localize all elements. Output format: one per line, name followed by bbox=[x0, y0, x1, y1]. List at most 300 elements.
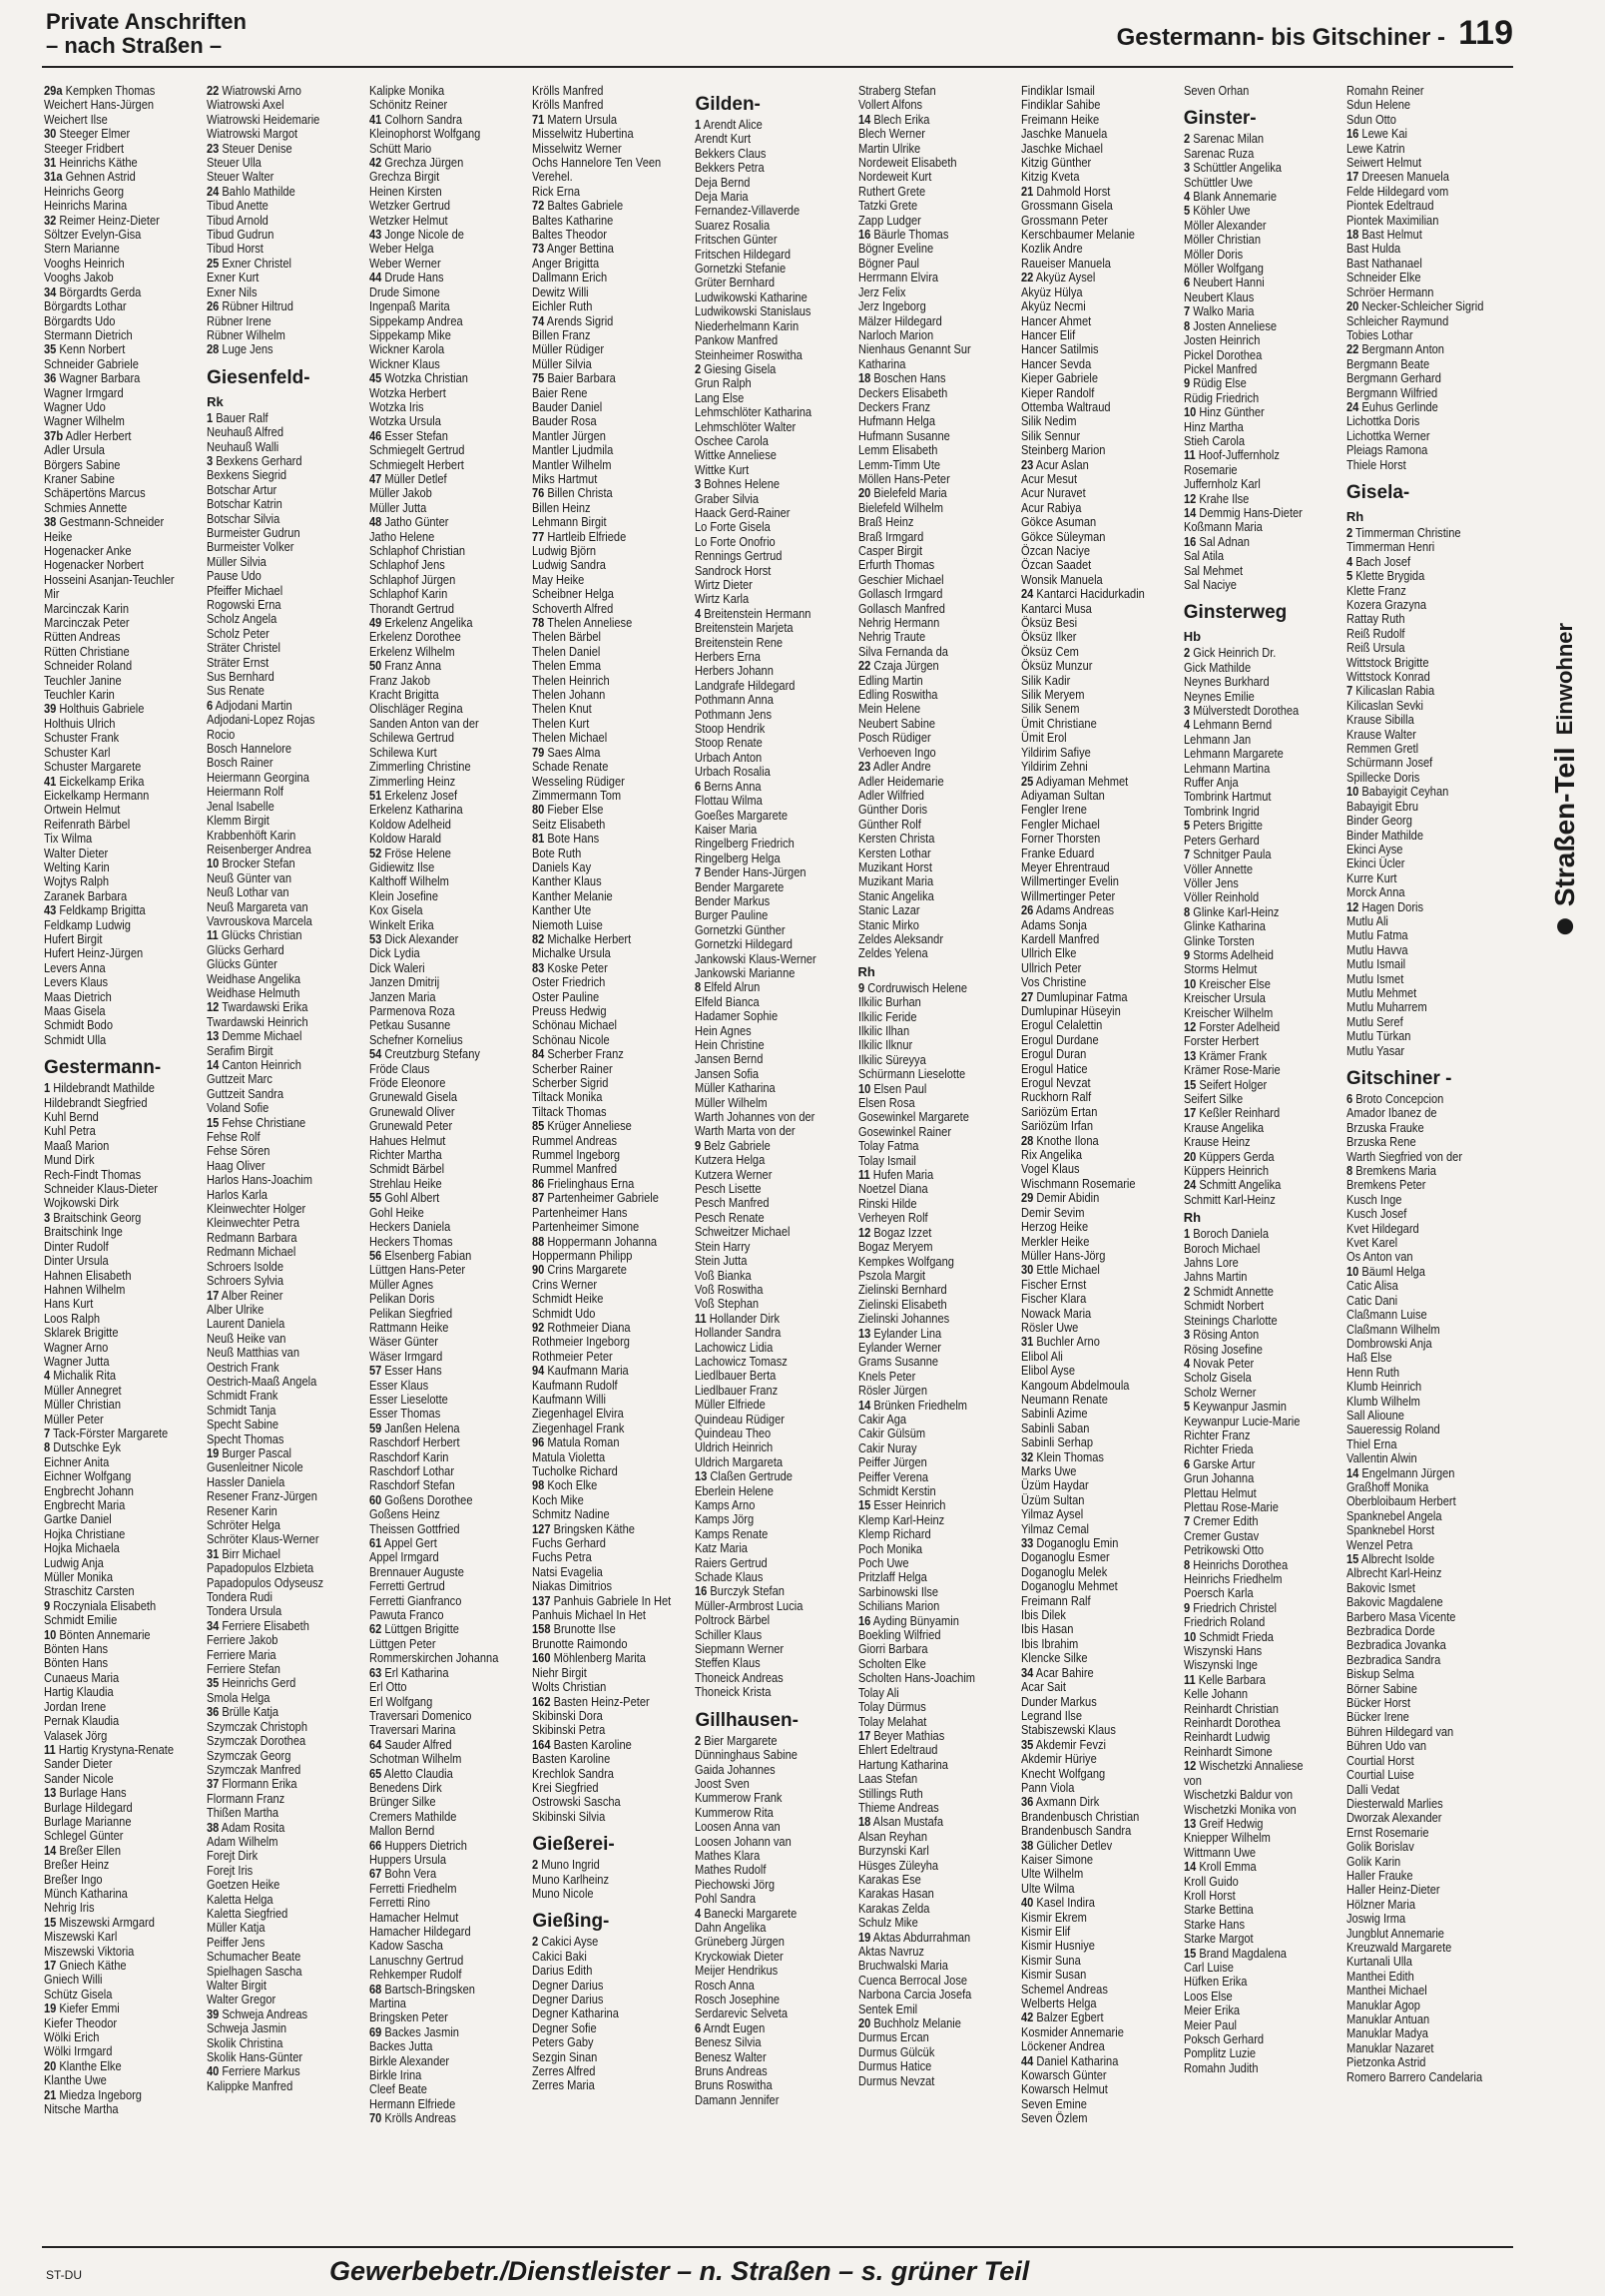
resident-entry bbox=[44, 731, 198, 745]
resident-entry bbox=[1184, 1529, 1338, 1543]
house-number: 85 bbox=[532, 1119, 545, 1134]
resident-entry bbox=[44, 1081, 198, 1095]
resident-name: Hancer Sevda bbox=[1020, 356, 1091, 371]
house-number: 19 bbox=[44, 2002, 57, 2016]
resident-entry bbox=[44, 1714, 198, 1728]
resident-entry bbox=[207, 1202, 360, 1216]
resident-name: Kilicaslan Sevki bbox=[1345, 698, 1423, 713]
resident-name: Wagner Jutta bbox=[44, 1354, 110, 1369]
resident-entry bbox=[858, 414, 1012, 428]
resident-entry bbox=[695, 1993, 848, 2007]
resident-entry bbox=[369, 156, 523, 170]
resident-entry bbox=[858, 1283, 1012, 1297]
resident-entry bbox=[369, 688, 523, 702]
resident-name: Brzuska Rene bbox=[1345, 1135, 1416, 1150]
resident-entry bbox=[44, 1398, 198, 1412]
resident-entry bbox=[695, 1777, 848, 1791]
resident-name: Bruns Andreas bbox=[695, 2064, 769, 2079]
resident-name: Manuklar Agop bbox=[1345, 1998, 1420, 2012]
resident-name: Partenheimer Hans bbox=[532, 1205, 628, 1220]
resident-entry bbox=[44, 1945, 198, 1959]
house-number: 7 bbox=[695, 865, 702, 880]
resident-name: Basten Heinz-Peter bbox=[553, 1694, 651, 1709]
resident-name: Bezbradica Jovanka bbox=[1345, 1638, 1446, 1653]
resident-name: Smola Helga bbox=[207, 1690, 270, 1705]
house-number: 12 bbox=[1345, 899, 1359, 914]
resident-name: Kuhl Bernd bbox=[44, 1110, 99, 1125]
resident-entry bbox=[44, 299, 198, 313]
resident-entry bbox=[858, 2016, 1012, 2030]
resident-name: Schweja Jasmin bbox=[207, 2021, 287, 2036]
house-number: 8 bbox=[1183, 904, 1190, 919]
resident-name: Eickelkamp Hermann bbox=[44, 788, 150, 803]
resident-name: Rübner Irene bbox=[207, 313, 271, 328]
resident-entry bbox=[44, 1873, 198, 1887]
resident-name: Hahnen Wilhelm bbox=[44, 1282, 126, 1297]
resident-entry bbox=[1346, 756, 1500, 770]
resident-name: Poch Monika bbox=[857, 1541, 922, 1556]
resident-name: Olischläger Regina bbox=[369, 702, 463, 717]
resident-entry bbox=[1346, 1337, 1500, 1351]
resident-entry bbox=[1346, 612, 1500, 626]
resident-name: Raschdorf Karin bbox=[369, 1449, 449, 1464]
resident-name: Wotzka Christian bbox=[384, 371, 469, 386]
resident-name: Schmidt Ulla bbox=[44, 1032, 107, 1047]
house-number: 72 bbox=[532, 199, 545, 214]
resident-entry bbox=[1021, 889, 1175, 903]
resident-name: Plettau Rose-Marie bbox=[1183, 1499, 1279, 1514]
resident-entry bbox=[1346, 328, 1500, 342]
house-number: 2 bbox=[1183, 1284, 1190, 1299]
resident-name: Weichert Ilse bbox=[44, 112, 108, 127]
resident-name: Hildebrandt Siegfried bbox=[44, 1095, 148, 1110]
resident-name: Glinke Torsten bbox=[1183, 933, 1255, 948]
resident-entry bbox=[1184, 1178, 1338, 1192]
resident-name: Küppers Gerda bbox=[1199, 1149, 1275, 1164]
resident-entry bbox=[1346, 1797, 1500, 1811]
resident-entry bbox=[532, 1565, 686, 1579]
resident-name: Hahnen Elisabeth bbox=[44, 1268, 132, 1283]
resident-name: Dreesen Manuela bbox=[1361, 170, 1449, 185]
resident-entry bbox=[207, 1835, 360, 1849]
house-number: 17 bbox=[207, 1288, 220, 1303]
resident-entry bbox=[858, 214, 1012, 228]
resident-name: Raiers Gertrud bbox=[695, 1555, 769, 1570]
resident-name: Jerz Felix bbox=[857, 285, 905, 299]
resident-entry bbox=[695, 1642, 848, 1656]
directory-column bbox=[44, 84, 199, 2240]
resident-entry bbox=[1184, 862, 1338, 876]
house-number: 4 bbox=[695, 1906, 702, 1921]
resident-entry bbox=[695, 1081, 848, 1095]
resident-name: Uldrich Margareta bbox=[695, 1454, 784, 1469]
resident-name: Jansen Sofia bbox=[695, 1066, 760, 1081]
resident-entry bbox=[1021, 2025, 1175, 2039]
resident-name: Rothmeier Ingeborg bbox=[532, 1335, 631, 1350]
house-number: 14 bbox=[857, 1398, 870, 1413]
resident-name: Schmidt Bärbel bbox=[369, 1162, 445, 1177]
house-number: 137 bbox=[532, 1593, 551, 1608]
resident-name: Birkle Irina bbox=[369, 2068, 422, 2083]
resident-name: Sträter Christel bbox=[207, 641, 281, 656]
resident-entry bbox=[369, 1435, 523, 1449]
house-number: 55 bbox=[369, 1191, 382, 1206]
resident-name: Acur Aslan bbox=[1035, 457, 1089, 472]
resident-name: Rix Angelika bbox=[1020, 1148, 1082, 1163]
resident-name: Welberts Helga bbox=[1020, 1997, 1097, 2011]
resident-entry bbox=[207, 170, 360, 184]
house-number: 6 bbox=[1345, 1092, 1353, 1106]
resident-name: Nordeweit Elisabeth bbox=[857, 156, 957, 171]
resident-name: Saes Alma bbox=[547, 745, 601, 760]
resident-name: Bremkens Maria bbox=[1355, 1164, 1436, 1179]
house-number: 81 bbox=[532, 832, 545, 847]
resident-name: Hufmann Susanne bbox=[857, 428, 950, 443]
resident-name: Lemm-Timm Ute bbox=[857, 457, 940, 472]
resident-entry bbox=[532, 1335, 686, 1349]
resident-entry bbox=[1346, 1610, 1500, 1624]
house-number: 10 bbox=[1345, 785, 1359, 800]
resident-entry bbox=[44, 1512, 198, 1526]
resident-name: Glücks Gerhard bbox=[207, 942, 284, 957]
resident-entry bbox=[532, 2064, 686, 2078]
resident-entry bbox=[1346, 800, 1500, 814]
resident-entry bbox=[695, 1613, 848, 1627]
resident-entry bbox=[695, 650, 848, 664]
resident-entry bbox=[1021, 1076, 1175, 1090]
resident-entry bbox=[858, 1053, 1012, 1067]
resident-entry bbox=[1021, 1752, 1175, 1766]
house-number: 12 bbox=[1183, 1019, 1197, 1034]
resident-entry bbox=[369, 1450, 523, 1464]
house-number: 53 bbox=[369, 931, 382, 946]
resident-entry bbox=[207, 242, 360, 256]
resident-name: Levers Anna bbox=[44, 960, 106, 975]
resident-entry bbox=[695, 1182, 848, 1196]
house-number: 8 bbox=[1345, 1164, 1353, 1179]
resident-name: Hildebrandt Mathilde bbox=[53, 1081, 155, 1096]
resident-entry bbox=[858, 760, 1012, 774]
resident-name: Akdemir Fevzi bbox=[1035, 1737, 1106, 1752]
resident-name: Brandenbusch Sandra bbox=[1020, 1824, 1131, 1839]
house-number: 9 bbox=[1183, 947, 1190, 962]
resident-entry bbox=[1021, 371, 1175, 385]
resident-name: Bielefeld Maria bbox=[872, 486, 947, 501]
resident-name: Kutzera Helga bbox=[695, 1153, 766, 1168]
resident-name: Kox Gisela bbox=[369, 903, 423, 918]
resident-name: Gick Mathilde bbox=[1183, 660, 1251, 675]
resident-name: Ortwein Helmut bbox=[44, 803, 121, 818]
resident-entry bbox=[1346, 972, 1500, 986]
resident-entry bbox=[532, 400, 686, 414]
resident-name: Joswig Irma bbox=[1345, 1912, 1405, 1927]
resident-entry bbox=[695, 1110, 848, 1124]
resident-entry bbox=[858, 717, 1012, 731]
resident-name: Durmus Hatice bbox=[857, 2059, 931, 2074]
resident-name: Pritzlaff Helga bbox=[857, 1570, 927, 1585]
house-number: 46 bbox=[369, 428, 382, 443]
resident-name: Fuchs Petra bbox=[532, 1550, 593, 1565]
resident-entry bbox=[695, 1168, 848, 1182]
resident-name: Fernandez-Villaverde bbox=[695, 204, 801, 219]
resident-name: Eberlein Helene bbox=[695, 1483, 775, 1498]
resident-name: Binder Georg bbox=[1345, 814, 1412, 829]
resident-name: Casper Birgit bbox=[857, 544, 922, 558]
resident-name: Klemm Birgit bbox=[207, 814, 269, 829]
resident-entry bbox=[44, 257, 198, 271]
resident-name: Basten Karoline bbox=[532, 1752, 611, 1767]
resident-name: Gollasch Irmgard bbox=[857, 587, 942, 602]
resident-entry bbox=[1021, 185, 1175, 199]
resident-entry bbox=[532, 1206, 686, 1220]
resident-entry bbox=[369, 98, 523, 112]
house-number: 3 bbox=[207, 453, 214, 468]
resident-entry bbox=[369, 1522, 523, 1536]
resident-name: Baltes Gabriele bbox=[547, 199, 624, 214]
resident-name: Flormann Franz bbox=[207, 1791, 285, 1806]
resident-name: Wojtys Ralph bbox=[44, 874, 110, 889]
resident-name: Martin Ulrike bbox=[857, 141, 920, 156]
resident-name: Stieh Carola bbox=[1183, 433, 1245, 448]
resident-entry bbox=[695, 420, 848, 434]
resident-name: Misselwitz Hubertina bbox=[532, 127, 634, 142]
resident-name: Benesz Silvia bbox=[695, 2035, 762, 2050]
resident-entry bbox=[369, 1105, 523, 1119]
resident-name: Gollasch Manfred bbox=[857, 601, 945, 616]
resident-entry bbox=[532, 414, 686, 428]
resident-entry bbox=[369, 760, 523, 774]
resident-name: Fischer Klara bbox=[1020, 1292, 1086, 1307]
resident-entry bbox=[369, 861, 523, 874]
resident-name: Resener Karin bbox=[207, 1503, 277, 1518]
resident-entry bbox=[695, 1979, 848, 1993]
resident-name: Hahues Helmut bbox=[369, 1133, 446, 1148]
resident-name: Doganoglu Melek bbox=[1020, 1564, 1107, 1579]
resident-name: Kismir Ekrem bbox=[1020, 1910, 1087, 1925]
resident-name: Arendt Kurt bbox=[695, 132, 752, 147]
house-number: 14 bbox=[1183, 1860, 1197, 1875]
resident-entry bbox=[44, 2044, 198, 2058]
resident-name: Rüdig Else bbox=[1193, 376, 1247, 391]
resident-entry bbox=[44, 400, 198, 414]
resident-name: Hinz Martha bbox=[1183, 419, 1244, 434]
resident-name: Pfeiffer Michael bbox=[207, 583, 283, 598]
house-number: 42 bbox=[369, 156, 382, 171]
resident-name: Lo Forte Onofrio bbox=[695, 534, 777, 549]
resident-name: Müller Rüdiger bbox=[532, 342, 605, 357]
resident-entry bbox=[1346, 584, 1500, 598]
resident-entry bbox=[1346, 299, 1500, 313]
resident-entry bbox=[858, 1585, 1012, 1599]
resident-name: Courtial Horst bbox=[1345, 1753, 1414, 1768]
resident-entry bbox=[1346, 943, 1500, 957]
resident-entry bbox=[369, 990, 523, 1004]
resident-entry bbox=[1021, 113, 1175, 127]
house-number: 10 bbox=[1183, 976, 1197, 991]
resident-name: Wölki Erich bbox=[44, 2030, 100, 2045]
resident-entry bbox=[1184, 790, 1338, 804]
resident-name: Kismir Husniye bbox=[1020, 1939, 1095, 1954]
resident-entry bbox=[44, 1757, 198, 1771]
resident-name: Grun Johanna bbox=[1183, 1471, 1255, 1486]
resident-entry bbox=[1184, 477, 1338, 491]
resident-entry bbox=[858, 1729, 1012, 1743]
resident-name: Rattay Ruth bbox=[1345, 612, 1405, 627]
resident-name: Papadopulos Elzbieta bbox=[207, 1561, 314, 1576]
directory-column bbox=[1184, 84, 1338, 2240]
house-number: 10 bbox=[1183, 1629, 1197, 1644]
resident-entry bbox=[207, 598, 360, 612]
resident-name: Schneider Gabriele bbox=[44, 356, 139, 371]
resident-name: Michalke Herbert bbox=[547, 931, 632, 946]
resident-entry bbox=[1184, 233, 1338, 247]
resident-name: Weber Werner bbox=[369, 256, 441, 271]
resident-name: Breßer Heinz bbox=[44, 1858, 110, 1873]
resident-name: Boschen Hans bbox=[872, 371, 946, 386]
resident-name: Poksch Gerhard bbox=[1183, 2032, 1264, 2046]
resident-entry bbox=[532, 746, 686, 760]
resident-name: Joost Sven bbox=[695, 1776, 751, 1791]
resident-name: Skibinski Silvia bbox=[532, 1809, 606, 1824]
resident-name: Schürmann Josef bbox=[1345, 756, 1433, 771]
resident-entry bbox=[858, 1671, 1012, 1685]
resident-entry bbox=[1021, 1622, 1175, 1636]
resident-name: Wittstock Konrad bbox=[1345, 670, 1430, 685]
resident-entry bbox=[1346, 113, 1500, 127]
resident-entry bbox=[858, 1916, 1012, 1930]
resident-name: Bruns Roswitha bbox=[695, 2078, 774, 2093]
resident-entry bbox=[207, 1532, 360, 1546]
resident-name: Elfeld Bianca bbox=[695, 994, 761, 1009]
resident-name: Lanuschny Gertrud bbox=[369, 1953, 464, 1968]
house-number: 162 bbox=[532, 1694, 551, 1709]
resident-name: Steffen Klaus bbox=[695, 1656, 762, 1671]
resident-name: Bauder Rosa bbox=[532, 414, 598, 429]
resident-entry bbox=[1346, 1955, 1500, 1969]
resident-entry bbox=[207, 1015, 360, 1029]
resident-name: Winkelt Erika bbox=[369, 917, 434, 932]
resident-entry bbox=[1021, 458, 1175, 472]
resident-name: Urbach Anton bbox=[695, 750, 763, 765]
house-number: 32 bbox=[1020, 1449, 1033, 1464]
resident-entry bbox=[1184, 819, 1338, 833]
resident-entry bbox=[532, 1321, 686, 1335]
resident-entry bbox=[858, 1269, 1012, 1283]
resident-name: Adler Wilfried bbox=[857, 788, 924, 803]
resident-name: Ferriere Markus bbox=[222, 2064, 300, 2079]
resident-entry bbox=[532, 472, 686, 486]
resident-name: Henn Ruth bbox=[1345, 1365, 1399, 1380]
resident-name: Alber Ulrike bbox=[207, 1302, 265, 1317]
house-number: 65 bbox=[369, 1766, 382, 1781]
house-number: 9 bbox=[857, 980, 864, 995]
resident-name: Jonge Nicole de bbox=[384, 228, 465, 243]
house-number: 1 bbox=[1183, 1227, 1190, 1242]
resident-entry bbox=[44, 975, 198, 989]
resident-entry bbox=[1021, 1637, 1175, 1651]
resident-name: Kummerow Rita bbox=[695, 1805, 775, 1820]
resident-entry bbox=[1184, 549, 1338, 563]
resident-entry bbox=[695, 2021, 848, 2035]
resident-entry bbox=[1021, 573, 1175, 587]
resident-entry bbox=[44, 803, 198, 817]
resident-name: Erl Katharina bbox=[384, 1665, 449, 1680]
resident-name: Brunotte Ilse bbox=[553, 1622, 617, 1637]
resident-entry bbox=[532, 1522, 686, 1536]
house-number: 29a bbox=[44, 84, 63, 98]
resident-name: Ilkilic Ilknur bbox=[857, 1038, 912, 1053]
resident-name: Lehmann Birgit bbox=[532, 515, 607, 530]
resident-entry bbox=[44, 544, 198, 558]
resident-name: Cuenca Berrocal Jose bbox=[857, 1973, 967, 1988]
resident-entry bbox=[44, 1959, 198, 1973]
resident-entry bbox=[858, 400, 1012, 414]
resident-entry bbox=[207, 1260, 360, 1274]
resident-name: Poltrock Bärbel bbox=[695, 1613, 771, 1628]
resident-name: Eichner Wolfgang bbox=[44, 1469, 132, 1484]
resident-entry bbox=[44, 1901, 198, 1915]
house-number: 39 bbox=[207, 2007, 220, 2021]
house-number: 45 bbox=[369, 371, 382, 386]
resident-entry bbox=[1346, 185, 1500, 199]
resident-name: Esser Hans bbox=[384, 1364, 442, 1379]
resident-entry bbox=[1021, 1018, 1175, 1032]
resident-entry bbox=[695, 2050, 848, 2064]
resident-entry bbox=[44, 1656, 198, 1670]
resident-entry bbox=[695, 233, 848, 247]
resident-entry bbox=[858, 1614, 1012, 1628]
house-number: 57 bbox=[369, 1364, 382, 1379]
resident-name: Özcan Saadet bbox=[1020, 558, 1091, 573]
resident-entry bbox=[369, 472, 523, 486]
resident-name: Reimer Heinz-Dieter bbox=[59, 213, 160, 228]
house-number: 31 bbox=[1020, 1335, 1033, 1350]
resident-entry bbox=[44, 515, 198, 529]
resident-name: Kowarsch Helmut bbox=[1020, 2082, 1108, 2097]
resident-name: Straschitz Carsten bbox=[44, 1584, 135, 1599]
resident-entry bbox=[207, 728, 360, 742]
resident-name: Schnitger Paula bbox=[1193, 848, 1272, 862]
house-number: 23 bbox=[857, 760, 870, 775]
resident-name: Scherber Sigrid bbox=[532, 1076, 609, 1091]
resident-entry bbox=[1021, 1968, 1175, 1982]
house-number: 30 bbox=[1020, 1263, 1033, 1278]
resident-name: Mutlu Muharrem bbox=[1345, 1000, 1427, 1015]
house-number: 23 bbox=[207, 141, 220, 156]
resident-name: Rennings Gertrud bbox=[695, 549, 783, 564]
resident-name: Sträter Ernst bbox=[207, 655, 269, 670]
resident-name: Herzog Heike bbox=[1020, 1220, 1088, 1235]
resident-name: Erogul Celalettin bbox=[1020, 1018, 1102, 1033]
resident-name: Arndt Eugen bbox=[704, 2020, 766, 2035]
resident-entry bbox=[1021, 286, 1175, 299]
resident-entry bbox=[695, 1734, 848, 1748]
resident-entry bbox=[1346, 569, 1500, 583]
resident-entry bbox=[1346, 1768, 1500, 1782]
resident-entry bbox=[207, 1561, 360, 1575]
resident-entry bbox=[44, 98, 198, 112]
resident-name: Pankow Manfred bbox=[695, 333, 779, 348]
resident-entry bbox=[207, 1518, 360, 1532]
resident-name: Sus Renate bbox=[207, 684, 266, 699]
resident-entry bbox=[369, 659, 523, 673]
resident-entry bbox=[207, 185, 360, 199]
resident-name: Stern Marianne bbox=[44, 242, 120, 257]
resident-name: Kadow Sascha bbox=[369, 1939, 444, 1954]
resident-name: Eichler Ruth bbox=[532, 299, 593, 314]
house-number: 47 bbox=[369, 471, 382, 486]
resident-name: Seifert Silke bbox=[1183, 1092, 1243, 1106]
